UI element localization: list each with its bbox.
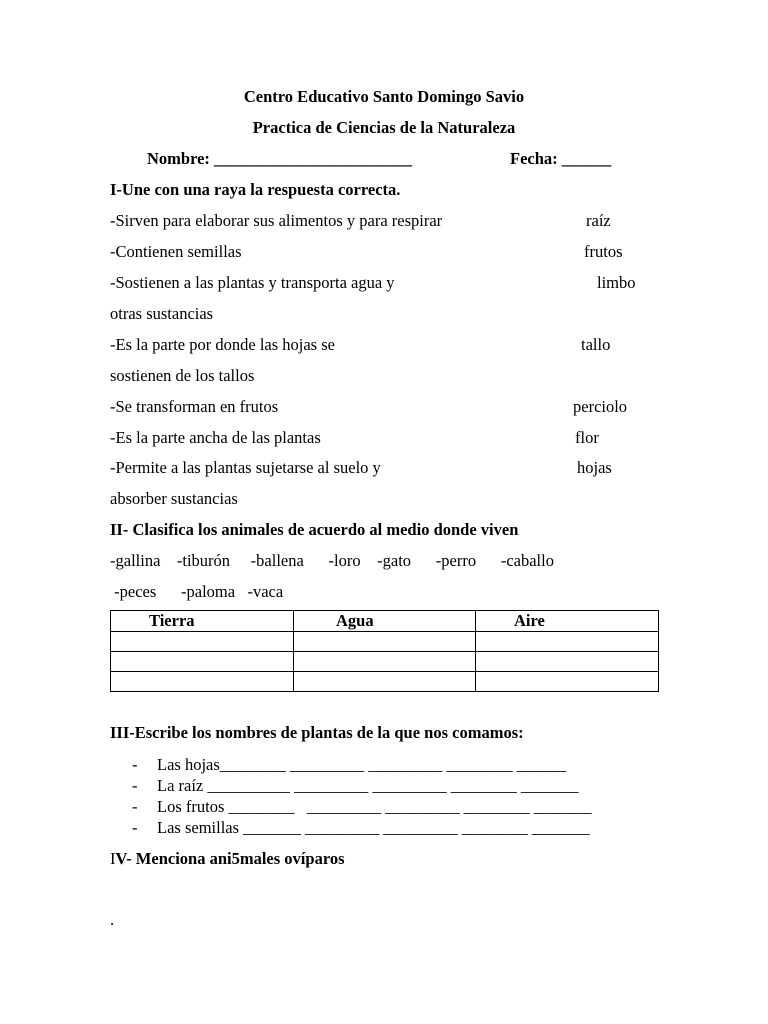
table-cell[interactable]: [294, 632, 476, 652]
table-cell[interactable]: [476, 632, 659, 652]
bullet-dash: -: [132, 776, 138, 795]
table-cell[interactable]: [294, 652, 476, 672]
school-name: Centro Educativo Santo Domingo Savio: [243, 87, 525, 106]
column-header-tierra: Tierra: [111, 611, 294, 632]
table-row: [111, 672, 659, 692]
matching-left-item: -Contienen semillas: [110, 242, 242, 261]
bullet-dash: -: [132, 818, 138, 837]
classification-table: [110, 610, 659, 692]
name-field-label: Nombre: ________________________: [147, 149, 413, 168]
matching-left-item: -Sostienen a las plantas y transporta agua y: [110, 273, 395, 292]
matching-right-item: perciolo: [573, 397, 628, 416]
matching-left-item: -Sirven para elaborar sus alimentos y para respirar: [110, 211, 443, 230]
matching-right-item: tallo: [581, 335, 611, 354]
matching-right-item: raíz: [586, 211, 611, 230]
table-row: [111, 652, 659, 672]
section-4-title-prefix: I: [110, 849, 116, 868]
bullet-dash: -: [132, 755, 138, 774]
matching-right-item: limbo: [597, 273, 636, 292]
date-field-label: Fecha: ______: [510, 149, 612, 168]
animals-list-line: -peces -paloma -vaca: [110, 582, 284, 601]
matching-left-item: -Es la parte por donde las hojas se: [110, 335, 335, 354]
trailing-dot: .: [110, 910, 115, 929]
matching-left-item: sostienen de los tallos: [110, 366, 255, 385]
bullet-dash: -: [132, 797, 138, 816]
list-item: Las semillas _______ _________ _________ ________ _______: [157, 818, 590, 837]
section-4-title: [110, 849, 345, 869]
matching-right-item: frutos: [584, 242, 623, 261]
table-cell[interactable]: [111, 632, 294, 652]
section-2-title: II- Clasifica los animales de acuerdo al medio donde viven: [110, 520, 519, 539]
table-header-row: [111, 611, 659, 632]
matching-left-item: -Permite a las plantas sujetarse al suelo y: [110, 458, 381, 477]
matching-left-item: -Se transforman en frutos: [110, 397, 279, 416]
matching-left-item: otras sustancias: [110, 304, 214, 323]
list-item: La raíz __________ _________ _________ ________ _______: [157, 776, 579, 795]
list-item: Las hojas________ _________ _________ ________ ______: [157, 755, 567, 774]
section-3-title: III-Escribe los nombres de plantas de la que nos comamos:: [110, 723, 524, 742]
section-4-title-text: V- Menciona ani5males ovíparos: [115, 849, 345, 868]
matching-right-item: hojas: [577, 458, 612, 477]
matching-left-item: absorber sustancias: [110, 489, 238, 508]
worksheet-title: Practica de Ciencias de la Naturaleza: [252, 118, 516, 137]
column-header-agua: Agua: [294, 611, 476, 632]
table-cell[interactable]: [476, 652, 659, 672]
table-cell[interactable]: [476, 672, 659, 692]
table-cell[interactable]: [111, 672, 294, 692]
matching-left-item: -Es la parte ancha de las plantas: [110, 428, 321, 447]
table-row: [111, 632, 659, 652]
column-header-aire: Aire: [476, 611, 659, 632]
table-cell[interactable]: [294, 672, 476, 692]
animals-list-line: -gallina -tiburón -ballena -loro -gato -perro -caballo: [110, 551, 554, 570]
section-1-title: I-Une con una raya la respuesta correcta.: [110, 180, 401, 199]
table-cell[interactable]: [111, 652, 294, 672]
list-item: Los frutos ________ _________ _________ ________ _______: [157, 797, 592, 816]
matching-right-item: flor: [575, 428, 599, 447]
